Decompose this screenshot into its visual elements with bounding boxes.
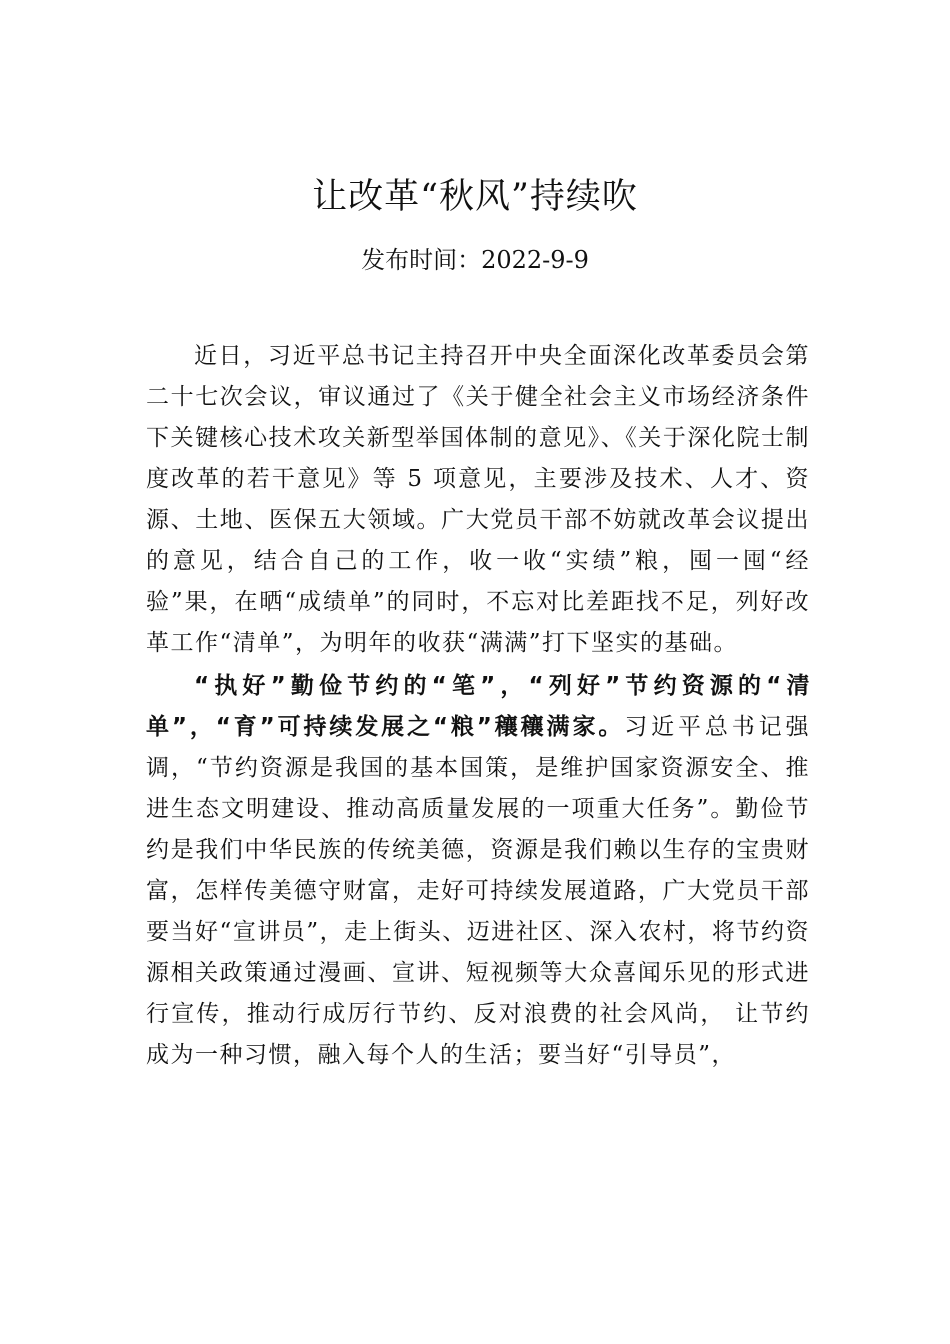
article-body [146, 336, 810, 1076]
paragraph-intro [146, 336, 810, 664]
article-title: 让改革“秋风”持续吹 [312, 177, 638, 217]
paragraph-resource-saving [146, 666, 810, 1076]
paragraph-text: 习近平总书记强调，“节约资源是我国的基本国策，是维护国家资源安全、推进生态文明建设、推动高质量发展的一项重大任务”。勤俭节约是我们中华民族的传统美德，资源是我们赖以生存的宝贵财富，怎样传美德守财富，走好可持续发展道路，广大党员干部要当好“宣讲员”，走上街头、迈进社区、深入农村，将节约资源相关政策通过漫画、宣讲、短视频等大众喜闻乐见的形式进行宣传，推动行成厉行节约、反对浪费的社会风尚， 让节约成为一种习惯，融入每个人的生活；要当好“引导员”， [146, 714, 810, 1068]
paragraph-lead-heading: “执好”勤俭节约的“笔”，“列好”节约资源的“清单”，“育”可持续发展之“粮”穰穰满家。 [146, 673, 810, 740]
publish-date: 发布时间：2022-9-9 [361, 246, 589, 274]
paragraph-text: 近日，习近平总书记主持召开中央全面深化改革委员会第二十七次会议，审议通过了《关于健全社会主义市场经济条件下关键核心技术攻关新型举国体制的意见》、《关于深化院士制度改革的若干意见》等 5 项意见，主要涉及技术、人才、资源、土地、医保五大领域。广大党员干部不妨就改革会议提出的意见，结合自己的工作，收一收“实绩”粮，囤一囤“经验”果，在晒“成绩单”的同时，不忘对比差距找不足，列好改革工作“清单”，为明年的收获“满满”打下坚实的基础。 [146, 343, 810, 656]
